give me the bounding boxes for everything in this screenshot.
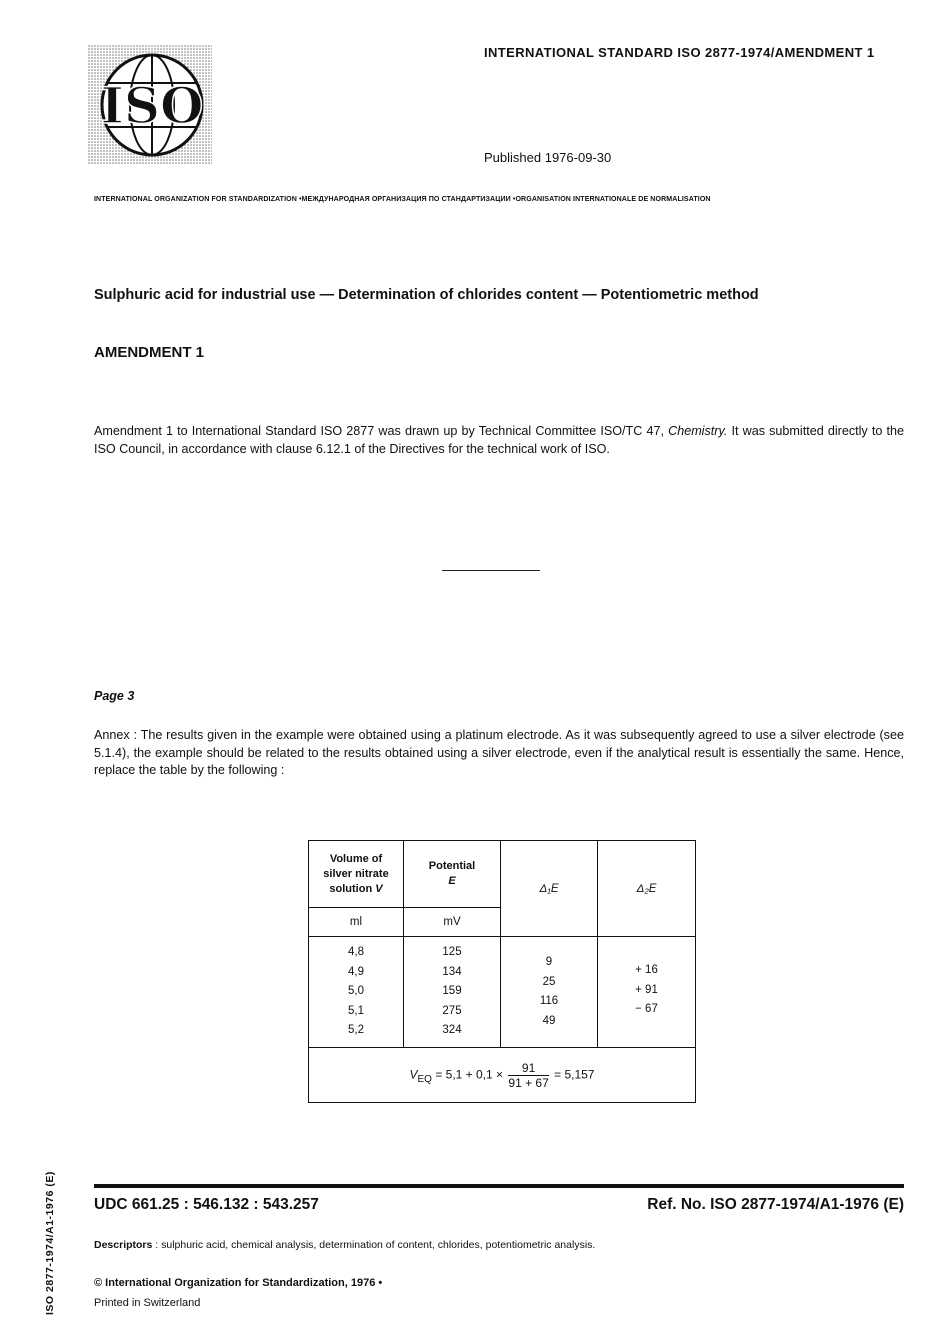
unit-volume: ml [309, 908, 404, 937]
svg-text:ISO: ISO [100, 76, 204, 135]
published-date: Published 1976-09-30 [484, 150, 612, 165]
header-delta2: Δ₂E [598, 841, 696, 937]
footer-rule [94, 1184, 904, 1188]
potential-column: 125 134 159 275 324 [404, 937, 501, 1048]
header-potential: Potential E [404, 841, 501, 908]
iso-logo [88, 45, 212, 165]
reference-number: Ref. No. ISO 2877-1974/A1-1976 (E) [647, 1196, 904, 1213]
document-title: Sulphuric acid for industrial use — Determination of chlorides content — Potentiometric method [94, 287, 759, 303]
results-table [308, 840, 696, 1103]
annex-paragraph: Annex : The results given in the example were obtained using a platinum electrode. As it was subsequently agreed to use a silver electrode (see 5.1.4), the example should be related to the results obtained using a silver electrode, even if the analytical result is essentially the same. Hence, replace the table by the following : [94, 728, 904, 777]
standard-title: INTERNATIONAL STANDARD ISO 2877-1974/AMENDMENT 1 [484, 45, 875, 60]
unit-potential: mV [404, 908, 501, 937]
header-delta1: Δ₁E [501, 841, 598, 937]
intro-paragraph: Amendment 1 to International Standard ISO 2877 was drawn up by Technical Committee ISO/TC 47, Chemistry. It was submitted directly to the ISO Council, in accordance with clause 6.12.1 of the Directives for the technical work of ISO. [94, 424, 904, 456]
printed-in: Printed in Switzerland [94, 1297, 201, 1309]
header-volume: Volume of silver nitrate solution V [309, 841, 404, 908]
udc-code: UDC 661.25 : 546.132 : 543.257 [94, 1196, 319, 1213]
copyright: © International Organization for Standardization, 1976 • [94, 1277, 383, 1289]
page-reference: Page 3 [94, 689, 135, 703]
side-reference: ISO 2877-1974/A1-1976 (E) [44, 1171, 56, 1315]
volume-column: 4,8 4,9 5,0 5,1 5,2 [309, 937, 404, 1048]
amendment-heading: AMENDMENT 1 [94, 344, 205, 361]
delta2-column: + 16 + 91 − 67 [598, 937, 696, 1048]
equivalence-formula: $V_{EQ} = 5,1 + 0,1$ × $\frac{91}{91 + 67}$ = 5,157 [309, 1048, 696, 1103]
organization-line: INTERNATIONAL ORGANIZATION FOR STANDARDIZATION •МЕЖДУНАРОДНАЯ ОРГАНИЗАЦИЯ ПО СТАНДАРТИЗАЦИИ •ORGANISATION INTERNATIONALE DE NORMALISATION [94, 194, 711, 203]
delta1-column: 9 25 116 49 [501, 937, 598, 1048]
descriptors: Descriptors : sulphuric acid, chemical analysis, determination of content, chlorides, potentiometric analysis. [94, 1239, 596, 1251]
divider [442, 570, 540, 571]
